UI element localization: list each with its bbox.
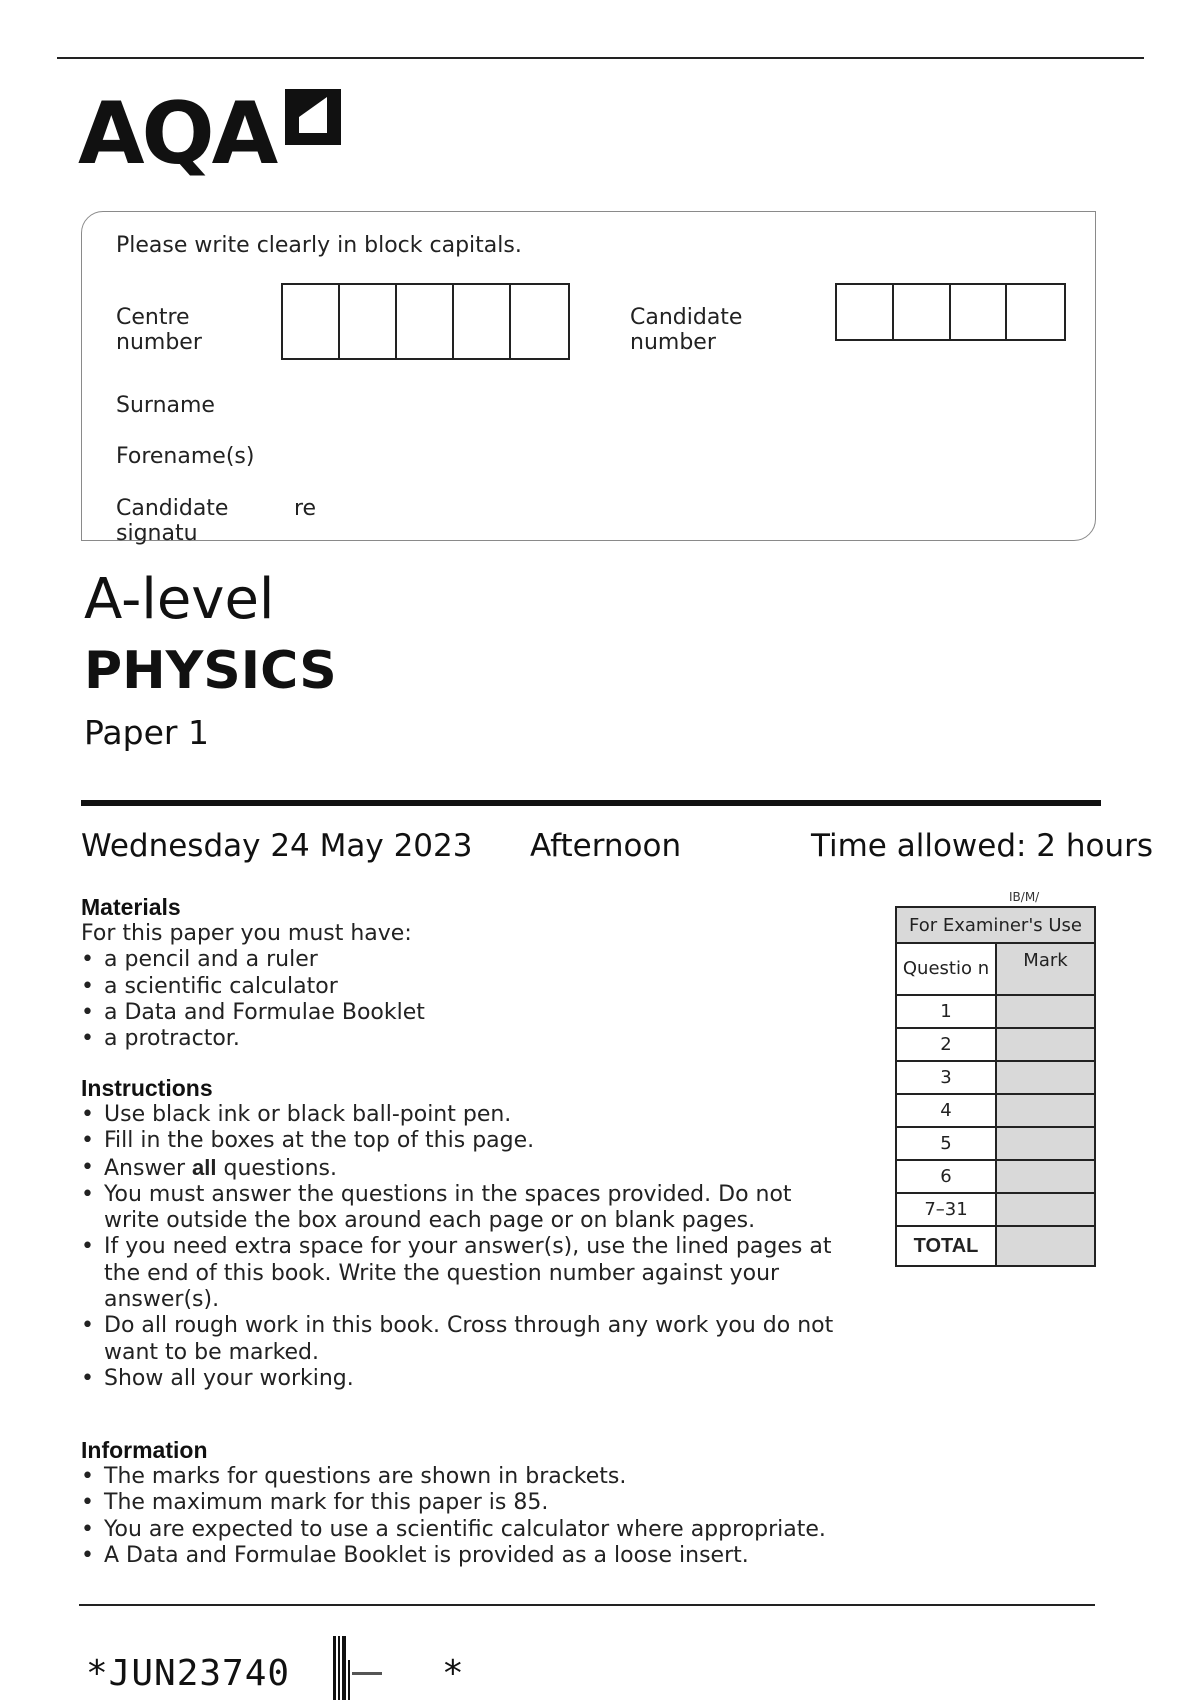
- qualification-level: A-level: [84, 567, 275, 632]
- list-item: • You are expected to use a scientific calculator where appropriate.: [81, 1517, 881, 1543]
- centre-number-digit-box[interactable]: [397, 285, 454, 358]
- forenames-label: Forename(s): [116, 444, 255, 469]
- centre-number-digit-box[interactable]: [511, 285, 568, 358]
- top-rule: [57, 57, 1144, 59]
- list-item: • You must answer the questions in the spaces provided. Do not write outside the box around each page or on blank pages.: [81, 1182, 851, 1235]
- question-number: 5: [896, 1127, 996, 1160]
- aqa-logo-mark-icon: [285, 89, 341, 145]
- question-number: 2: [896, 1028, 996, 1061]
- total-label: TOTAL: [896, 1226, 996, 1266]
- centre-number-boxes: [281, 283, 570, 360]
- materials-section: [81, 893, 851, 1052]
- table-row: [896, 1160, 1095, 1193]
- total-mark-cell[interactable]: [996, 1226, 1095, 1266]
- question-number: 6: [896, 1160, 996, 1193]
- instructions-heading: Instructions: [81, 1075, 213, 1101]
- table-row: [896, 1127, 1095, 1160]
- mark-column-header: Mark: [996, 943, 1095, 995]
- examiner-reference: IB/M/: [1009, 890, 1040, 904]
- mark-cell[interactable]: [996, 1127, 1095, 1160]
- list-item: • a scientific calculator: [81, 974, 851, 1000]
- table-row: [896, 1061, 1095, 1094]
- list-item: • Do all rough work in this book. Cross through any work you do not want to be marked.: [81, 1313, 851, 1366]
- centre-number-digit-box[interactable]: [454, 285, 511, 358]
- list-item: • Fill in the boxes at the top of this page.: [81, 1128, 851, 1154]
- barcode-end-marker: *: [442, 1653, 465, 1694]
- candidate-number-digit-box[interactable]: [1007, 285, 1064, 339]
- mark-cell[interactable]: [996, 995, 1095, 1028]
- title-divider: [81, 800, 1101, 806]
- list-item: • a Data and Formulae Booklet: [81, 1000, 851, 1026]
- aqa-logo-text: AQA: [78, 84, 276, 184]
- bottom-rule: [79, 1604, 1095, 1606]
- list-item: • If you need extra space for your answer(s), use the lined pages at the end of this book. Write the question number against your answer(s).: [81, 1234, 851, 1313]
- block-capitals-instruction: Please write clearly in block capitals.: [116, 233, 522, 258]
- aqa-logo: [78, 84, 358, 188]
- mark-cell[interactable]: [996, 1061, 1095, 1094]
- list-item: • Answer all questions.: [81, 1155, 851, 1182]
- mark-cell[interactable]: [996, 1094, 1095, 1127]
- table-row: [896, 1028, 1095, 1061]
- candidate-number-digit-box[interactable]: [837, 285, 894, 339]
- centre-number-digit-box[interactable]: [283, 285, 340, 358]
- centre-number-label: Centre number: [116, 305, 202, 355]
- exam-date: Wednesday 24 May 2023: [81, 828, 473, 864]
- information-section: [81, 1436, 881, 1569]
- information-heading: Information: [81, 1437, 208, 1463]
- candidate-number-boxes: [835, 283, 1066, 341]
- surname-label: Surname: [116, 393, 215, 418]
- emphasis-all: all: [192, 1154, 217, 1180]
- materials-intro: For this paper you must have:: [81, 921, 412, 946]
- table-row: [896, 1094, 1095, 1127]
- mark-cell[interactable]: [996, 1028, 1095, 1061]
- question-number: 4: [896, 1094, 996, 1127]
- materials-heading: Materials: [81, 894, 181, 920]
- materials-list: [81, 947, 851, 1052]
- list-item: • A Data and Formulae Booklet is provided as a loose insert.: [81, 1543, 881, 1569]
- examiner-use-table: [895, 906, 1096, 1267]
- question-number: 1: [896, 995, 996, 1028]
- candidate-details-box: [81, 211, 1096, 546]
- list-item: • The marks for questions are shown in brackets.: [81, 1464, 881, 1490]
- instructions-list: [81, 1102, 851, 1392]
- question-column-header: Questio n: [896, 943, 996, 995]
- question-number: 7–31: [896, 1193, 996, 1226]
- candidate-number-digit-box[interactable]: [951, 285, 1008, 339]
- subject-title: PHYSICS: [84, 641, 337, 701]
- candidate-signature-label-suffix: re: [294, 496, 317, 521]
- candidate-number-digit-box[interactable]: [894, 285, 951, 339]
- table-row: [896, 1193, 1095, 1226]
- question-number: 3: [896, 1061, 996, 1094]
- mark-cell[interactable]: [996, 1193, 1095, 1226]
- candidate-signature-label: Candidate signatu: [116, 496, 229, 546]
- examiner-table-title: For Examiner's Use: [896, 907, 1095, 943]
- candidate-number-label: Candidate number: [630, 305, 743, 355]
- list-item: • Show all your working.: [81, 1366, 851, 1392]
- table-row: [896, 1226, 1095, 1266]
- centre-number-digit-box[interactable]: [340, 285, 397, 358]
- list-item: • a protractor.: [81, 1026, 851, 1052]
- exam-session: Afternoon: [530, 828, 682, 864]
- list-item: • The maximum mark for this paper is 85.: [81, 1490, 881, 1516]
- barcode-icon: [331, 1636, 391, 1700]
- table-row: [896, 995, 1095, 1028]
- paper-number: Paper 1: [84, 713, 209, 752]
- time-allowed: Time allowed: 2 hours: [811, 828, 1154, 864]
- instructions-section: [81, 1074, 851, 1392]
- information-list: [81, 1464, 881, 1569]
- mark-cell[interactable]: [996, 1160, 1095, 1193]
- list-item: • a pencil and a ruler: [81, 947, 851, 973]
- list-item: • Use black ink or black ball-point pen.: [81, 1102, 851, 1128]
- barcode-code: *JUN23740: [86, 1653, 291, 1694]
